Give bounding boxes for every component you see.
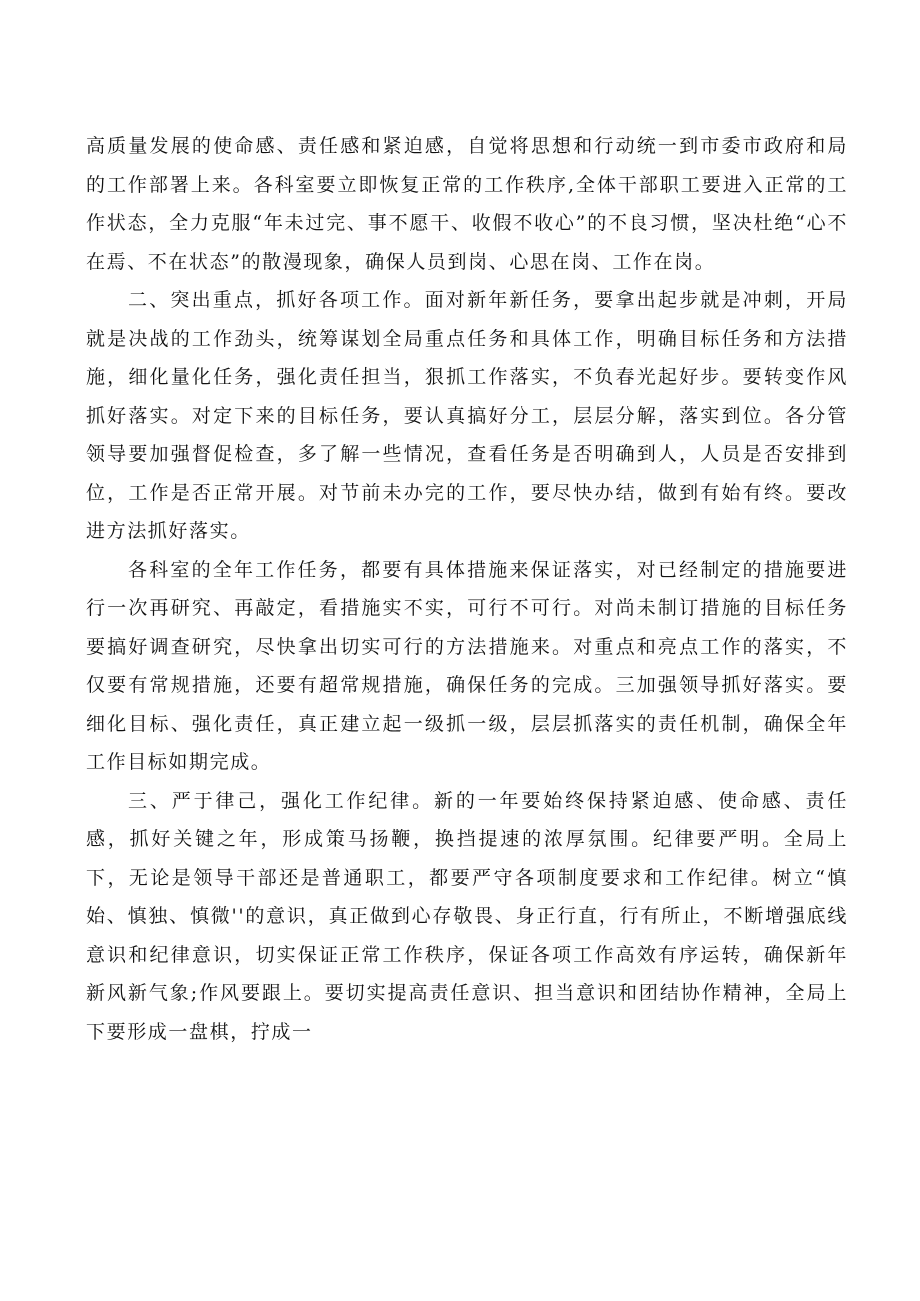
paragraph-1: 高质量发展的使命感、责任感和紧迫感，自觉将思想和行动统一到市委市政府和局的工作部署上来。各科室要立即恢复正常的工作秩序,全体干部职工要进入正常的工作状态，全力克服“年未过完、事不愿干、收假不收心”的不良习惯，坚决杜绝“心不在焉、不在状态”的散漫现象，确保人员到岗、心思在岗、工作在岗。 — [86, 135, 848, 273]
paragraph-3: 各科室的全年工作任务，都要有具体措施来保证落实，对已经制定的措施要进行一次再研究、再敲定，看措施实不实，可行不可行。对尚未制订措施的目标任务要搞好调查研究，尽快拿出切实可行的方法措施来。对重点和亮点工作的落实，不仅要有常规措施，还要有超常规措施，确保任务的完成。三加强领导抓好落实。要细化目标、强化责任，真正建立起一级抓一级，层层抓落实的责任机制，确保全年工作目标如期完成。 — [86, 558, 848, 773]
paragraph-2: 二、突出重点，抓好各项工作。面对新年新任务，要拿出起步就是冲刺，开局就是决战的工作劲头，统筹谋划全局重点任务和具体工作，明确目标任务和方法措施，细化量化任务，强化责任担当，狠抓工作落实，不负春光起好步。要转变作风抓好落实。对定下来的目标任务，要认真搞好分工，层层分解，落实到位。各分管领导要加强督促检查，多了解一些情况，查看任务是否明确到人，人员是否安排到位，工作是否正常开展。对节前未办完的工作，要尽快办结，做到有始有终。要改进方法抓好落实。 — [86, 289, 848, 542]
paragraph-4: 三、严于律己，强化工作纪律。新的一年要始终保持紧迫感、使命感、责任感，抓好关键之年，形成策马扬鞭，换挡提速的浓厚氛围。纪律要严明。全局上下，无论是领导干部还是普通职工，都要严守各项制度要求和工作纪律。树立“慎始、慎独、慎微''的意识，真正做到心存敬畏、身正行直，行有所止，不断增强底线意识和纪律意识，切实保证正常工作秩序，保证各项工作高效有序运转，确保新年新风新气象;作风要跟上。要切实提高责任意识、担当意识和团结协作精神，全局上下要形成一盘棋，拧成一 — [86, 789, 848, 1043]
document-body — [86, 127, 848, 1051]
